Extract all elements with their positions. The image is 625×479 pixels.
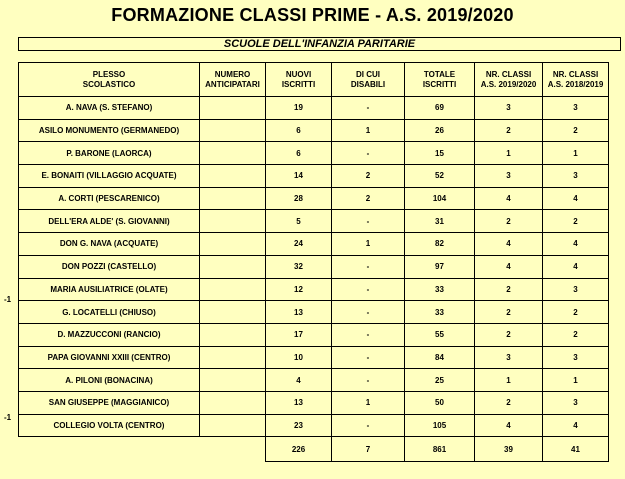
cell-nuovi: 4 [266,369,332,392]
cell-disabili: 2 [332,165,405,188]
side-note: -1 [4,295,12,304]
cell-classi-2020: 4 [475,255,543,278]
total-classi-2019: 41 [543,437,609,462]
cell-plesso: COLLEGIO VOLTA (CENTRO) [19,414,200,437]
cell-plesso: DON G. NAVA (ACQUATE) [19,233,200,256]
cell-classi-2019: 3 [543,97,609,120]
cell-nuovi: 19 [266,97,332,120]
table-row [19,414,609,437]
table-row [19,323,609,346]
header-disabili: DI CUI DISABILI [332,63,405,97]
cell-disabili: - [332,210,405,233]
cell-classi-2020: 3 [475,346,543,369]
cell-totale: 84 [405,346,475,369]
cell-plesso: E. BONAITI (VILLAGGIO ACQUATE) [19,165,200,188]
cell-totale: 104 [405,187,475,210]
cell-plesso: SAN GIUSEPPE (MAGGIANICO) [19,391,200,414]
cell-nuovi: 12 [266,278,332,301]
cell-plesso: A. CORTI (PESCARENICO) [19,187,200,210]
table-row [19,210,609,233]
table-row [19,119,609,142]
cell-classi-2019: 4 [543,255,609,278]
table-row [19,301,609,324]
cell-totale: 97 [405,255,475,278]
table-row [19,278,609,301]
header-totale-iscritti: TOTALE ISCRITTI [405,63,475,97]
cell-anticipatari [200,210,266,233]
cell-totale: 31 [405,210,475,233]
cell-classi-2020: 1 [475,369,543,392]
cell-nuovi: 28 [266,187,332,210]
cell-classi-2019: 1 [543,369,609,392]
cell-disabili: - [332,301,405,324]
cell-anticipatari [200,142,266,165]
cell-anticipatari [200,323,266,346]
cell-anticipatari [200,165,266,188]
table-row [19,369,609,392]
cell-nuovi: 5 [266,210,332,233]
cell-anticipatari [200,187,266,210]
cell-totale: 82 [405,233,475,256]
cell-nuovi: 14 [266,165,332,188]
cell-totale: 55 [405,323,475,346]
cell-totale: 25 [405,369,475,392]
cell-classi-2020: 2 [475,210,543,233]
cell-classi-2020: 4 [475,233,543,256]
cell-plesso: DON POZZI (CASTELLO) [19,255,200,278]
cell-nuovi: 10 [266,346,332,369]
cell-plesso: ASILO MONUMENTO (GERMANEDO) [19,119,200,142]
cell-nuovi: 13 [266,301,332,324]
table-row [19,142,609,165]
cell-totale: 33 [405,301,475,324]
cell-nuovi: 13 [266,391,332,414]
cell-totale: 69 [405,97,475,120]
cell-classi-2019: 3 [543,165,609,188]
cell-totale: 52 [405,165,475,188]
table-row [19,255,609,278]
table-row [19,97,609,120]
cell-classi-2020: 3 [475,165,543,188]
cell-disabili: 2 [332,187,405,210]
cell-classi-2020: 2 [475,391,543,414]
header-nuovi-iscritti: NUOVI ISCRITTI [266,63,332,97]
total-nuovi: 226 [266,437,332,462]
total-totale: 861 [405,437,475,462]
totals-spacer [19,437,266,462]
table-row [19,391,609,414]
cell-totale: 15 [405,142,475,165]
page-title: FORMAZIONE CLASSI PRIME - A.S. 2019/2020 [111,5,514,25]
cell-plesso: G. LOCATELLI (CHIUSO) [19,301,200,324]
cell-nuovi: 32 [266,255,332,278]
cell-classi-2020: 1 [475,142,543,165]
header-classi-2019-2020: NR. CLASSI A.S. 2019/2020 [475,63,543,97]
cell-classi-2020: 2 [475,301,543,324]
cell-plesso: A. NAVA (S. STEFANO) [19,97,200,120]
table-row [19,346,609,369]
cell-disabili: - [332,255,405,278]
cell-classi-2020: 4 [475,414,543,437]
totals-row [19,437,609,462]
enrollment-table [18,62,609,462]
cell-classi-2019: 2 [543,210,609,233]
cell-classi-2019: 2 [543,323,609,346]
cell-classi-2019: 3 [543,346,609,369]
cell-nuovi: 24 [266,233,332,256]
cell-disabili: - [332,97,405,120]
table-row [19,187,609,210]
table-row [19,165,609,188]
cell-plesso: MARIA AUSILIATRICE (OLATE) [19,278,200,301]
cell-anticipatari [200,278,266,301]
cell-classi-2019: 4 [543,187,609,210]
cell-classi-2020: 2 [475,323,543,346]
cell-anticipatari [200,391,266,414]
cell-classi-2020: 3 [475,97,543,120]
cell-nuovi: 23 [266,414,332,437]
total-disabili: 7 [332,437,405,462]
side-note: -1 [4,413,12,422]
cell-classi-2020: 2 [475,119,543,142]
total-classi-2020: 39 [475,437,543,462]
cell-disabili: - [332,414,405,437]
cell-anticipatari [200,301,266,324]
cell-totale: 33 [405,278,475,301]
cell-classi-2019: 3 [543,391,609,414]
cell-plesso: P. BARONE (LAORCA) [19,142,200,165]
cell-disabili: - [332,346,405,369]
cell-anticipatari [200,369,266,392]
cell-nuovi: 17 [266,323,332,346]
cell-anticipatari [200,255,266,278]
cell-disabili: - [332,369,405,392]
cell-plesso: PAPA GIOVANNI XXIII (CENTRO) [19,346,200,369]
header-plesso: PLESSO SCOLASTICO [19,63,200,97]
header-anticipatari: NUMERO ANTICIPATARI [200,63,266,97]
cell-classi-2019: 2 [543,301,609,324]
cell-classi-2019: 1 [543,142,609,165]
cell-classi-2020: 4 [475,187,543,210]
cell-anticipatari [200,414,266,437]
cell-anticipatari [200,346,266,369]
cell-classi-2019: 3 [543,278,609,301]
cell-anticipatari [200,119,266,142]
cell-anticipatari [200,233,266,256]
cell-nuovi: 6 [266,119,332,142]
cell-totale: 26 [405,119,475,142]
cell-disabili: 1 [332,119,405,142]
cell-disabili: - [332,142,405,165]
cell-disabili: - [332,323,405,346]
table-row [19,233,609,256]
cell-disabili: - [332,278,405,301]
cell-plesso: DELL'ERA ALDE' (S. GIOVANNI) [19,210,200,233]
cell-plesso: A. PILONI (BONACINA) [19,369,200,392]
section-subtitle: SCUOLE DELL'INFANZIA PARITARIE [18,37,621,51]
cell-anticipatari [200,97,266,120]
cell-disabili: 1 [332,391,405,414]
cell-classi-2020: 2 [475,278,543,301]
cell-totale: 50 [405,391,475,414]
cell-classi-2019: 2 [543,119,609,142]
header-classi-2018-2019: NR. CLASSI A.S. 2018/2019 [543,63,609,97]
cell-classi-2019: 4 [543,414,609,437]
cell-disabili: 1 [332,233,405,256]
table-header-row [19,63,609,97]
cell-totale: 105 [405,414,475,437]
cell-nuovi: 6 [266,142,332,165]
cell-classi-2019: 4 [543,233,609,256]
cell-plesso: D. MAZZUCCONI (RANCIO) [19,323,200,346]
